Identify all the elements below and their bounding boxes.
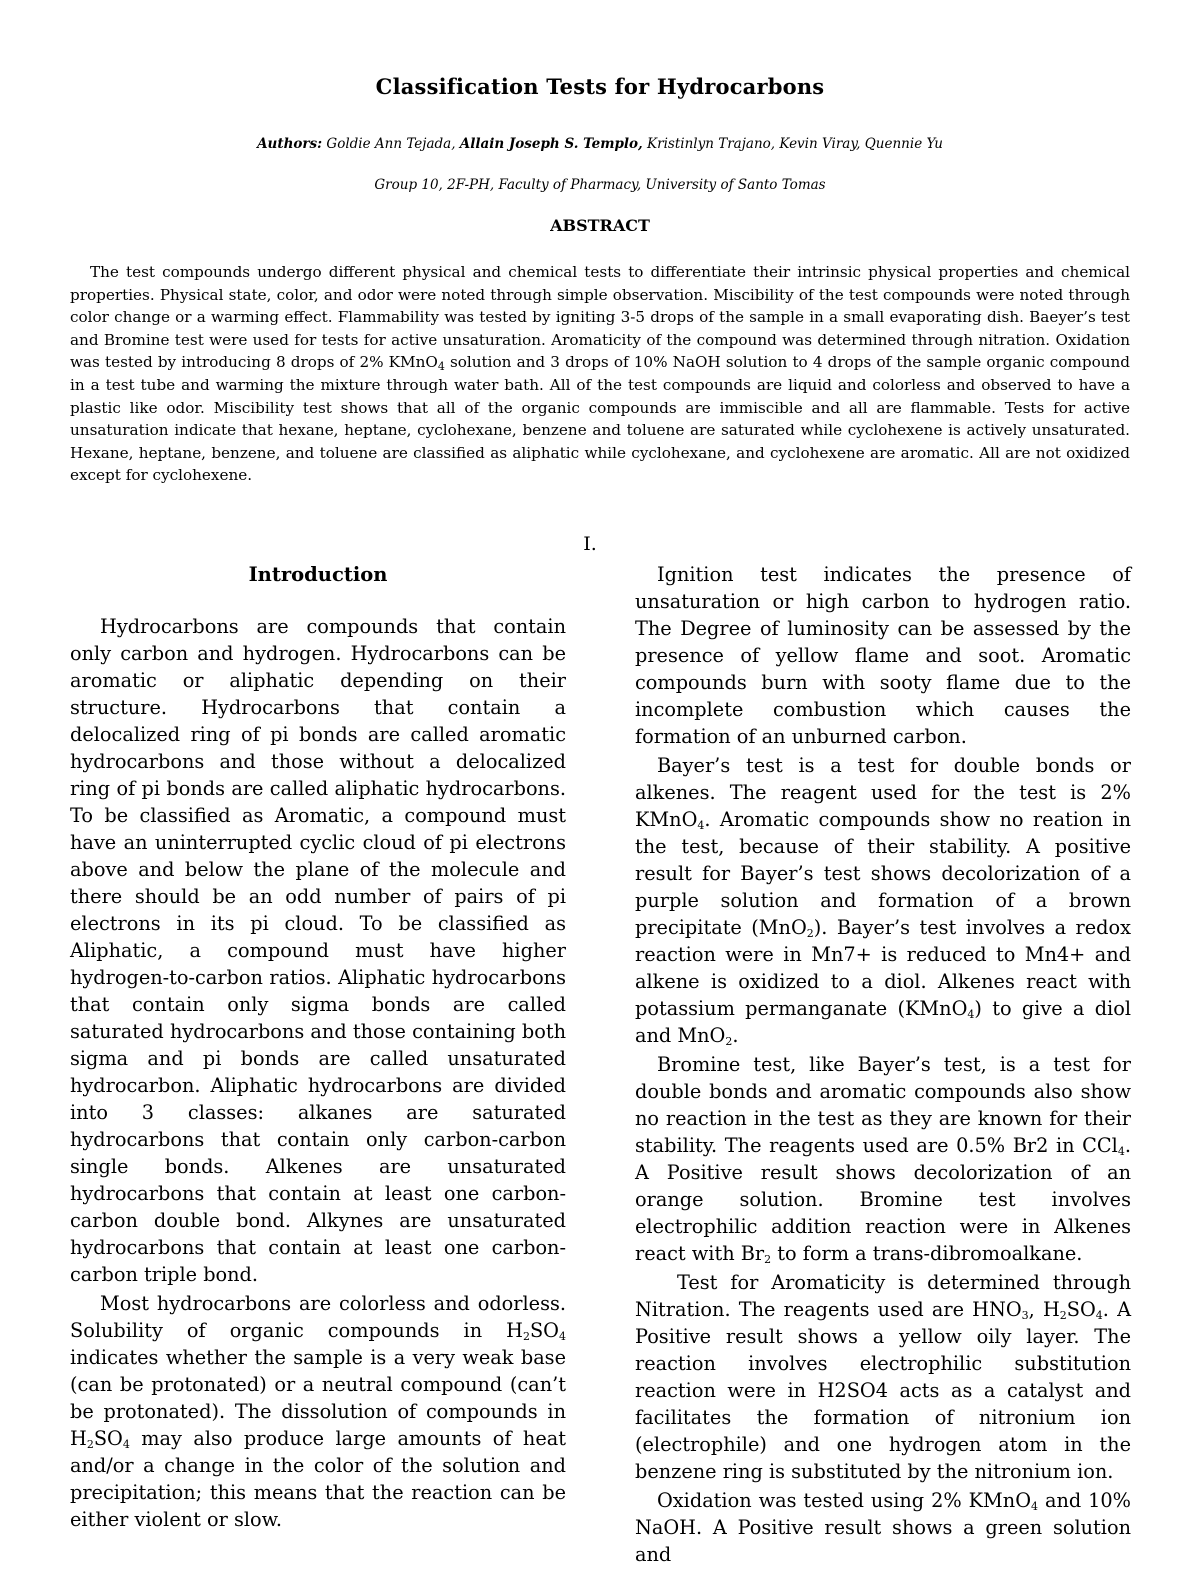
abstract-sub-1: 4 [437, 360, 445, 374]
intro-paragraph-1: Hydrocarbons are compounds that contain only carbon and hydrogen. Hydrocarbons can be aromatic or aliphatic depending on their structure. Hydrocarbons that contain a delocalized ring of pi bonds are called aromatic hydrocarbons and those without a delocalized ring of pi bonds are called aliphatic hydrocarbons. To be classified as Aromatic, a compound must have an uninterrupted cyclic cloud of pi electrons above and below the plane of the molecule and there should be an odd number of pairs of pi electrons in its pi cloud. To be classified as Aliphatic, a compound must have higher hydrogen-to-carbon ratios. Aliphatic hydrocarbons that contain only sigma bonds are called saturated hydrocarbons and those containing both sigma and pi bonds are called unsaturated hydrocarbon. Aliphatic hydrocarbons are divided into 3 classes: alkanes are saturated hydrocarbons that contain only carbon-carbon single bonds. Alkenes are unsaturated hydrocarbons that contain at least one carbon-carbon double bond. Alkynes are unsaturated hydrocarbons that contain at least one carbon-carbon triple bond. [70, 615, 566, 1286]
bromine-paragraph: Bromine test, like Bayer’s test, is a test for double bonds and aromatic compounds also show no reaction in the test as they are known for their stability. The reagents used are 0.5% Br2 in CCl$_4$. A Positive result shows decolorization of an orange solution. Bromine test involves electrophilic addition reaction were in Alkenes react with $Br_2$ to form a trans-dibromoalkane. [635, 1053, 1131, 1266]
paper-title: Classification Tests for Hydrocarbons [375, 74, 825, 99]
ignition-paragraph: Ignition test indicates the presence of unsaturation or high carbon to hydrogen ratio. The Degree of luminosity can be assessed by the presence of yellow flame and soot. Aromatic compounds burn with sooty flame due to the incomplete combustion which causes the formation of an unburned carbon. [635, 563, 1131, 748]
bayer-paragraph: Bayer’s test is a test for double bonds or alkenes. The reagent used for the test is 2% KMnO$_4$. Aromatic compounds show no reation in the test, because of their stability. A positive result for Bayer’s test shows decolorization of a purple solution and formation of a brown precipitate (MnO$_2$). Bayer’s test involves a redox reaction were in Mn7+ is reduced to Mn4+ and alkene is oxidized to a diol. Alkenes react with potassium permanganate (KMnO$_4$) to give a diol and MnO$_2$. [635, 754, 1131, 1048]
abstract-heading: ABSTRACT [550, 216, 650, 235]
abstract-text-2: solution and 3 drops of 10% NaOH solution to 4 drops of the sample organic compound in a test tube and warming the mixture through water bath. All of the test compounds are liquid and colorless and observed to have a plastic like odor. Miscibility test shows that all of the organic compounds are immiscible and all are flammable. Tests for active unsaturation indicate that hexane, heptane, cyclohexane, benzene and toluene are saturated while cyclohexene is actively unsaturated. Hexane, heptane, benzene, and toluene are classified as aliphatic while cyclohexane, and cyclohexene are aromatic. All are not oxidized except for cyclohexene. [70, 353, 1130, 485]
introduction-heading: Introduction [248, 563, 388, 586]
author-line [0, 136, 1200, 152]
author-2: Allain Joseph S. Templo, [459, 136, 643, 152]
other-authors: Kristinlyn Trajano, Kevin Viray, Quennie Yu [647, 136, 943, 152]
right-column [635, 561, 1131, 1570]
affiliation: Group 10, 2F-PH, Faculty of Pharmacy, University of Santo Tomas [374, 177, 826, 193]
aromaticity-paragraph: Test for Aromaticity is determined through Nitration. The reagents used are $HNO_3$, $H_2SO_4$. A Positive result shows a yellow oily layer. The reaction involves electrophilic substitution reaction were in H2SO4 acts as a catalyst and facilitates the formation of nitronium ion (electrophile) and one hydrogen atom in the benzene ring is substituted by the nitronium ion. [635, 1271, 1132, 1483]
authors-label: Authors: [257, 136, 323, 152]
left-column [70, 561, 566, 1535]
abstract-text-1: The test compounds undergo different physical and chemical tests to differentiate their intrinsic physical properties and chemical properties. Physical state, color, and odor were noted through simple observation. Miscibility of the test compounds were noted through color change or a warming effect. Flammability was tested by igniting 3-5 drops of the sample in a small evaporating dish. Baeyer’s test and Bromine test were used for tests for active unsaturation. Aromaticity of the compound was determined through nitration. Oxidation was tested by introducing 8 drops of 2% KMnO [70, 263, 1130, 372]
author-1: Goldie Ann Tejada, [326, 136, 456, 152]
section-number: I. [583, 533, 597, 555]
intro-paragraph-2: Most hydrocarbons are colorless and odorless. Solubility of organic compounds in $H_2SO_4$ indicates whether the sample is a very weak base (can be protonated) or a neutral compound (can’t be protonated). The dissolution of compounds in $H_2SO_4$ may also produce large amounts of heat and/or a change in the color of the solution and precipitation; this means that the reaction can be either violent or slow. [70, 1292, 566, 1531]
abstract-body [70, 261, 1130, 487]
oxidation-paragraph: Oxidation was tested using 2% KMnO$_4$ and 10% NaOH. A Positive result shows a green solution and [635, 1489, 1131, 1566]
